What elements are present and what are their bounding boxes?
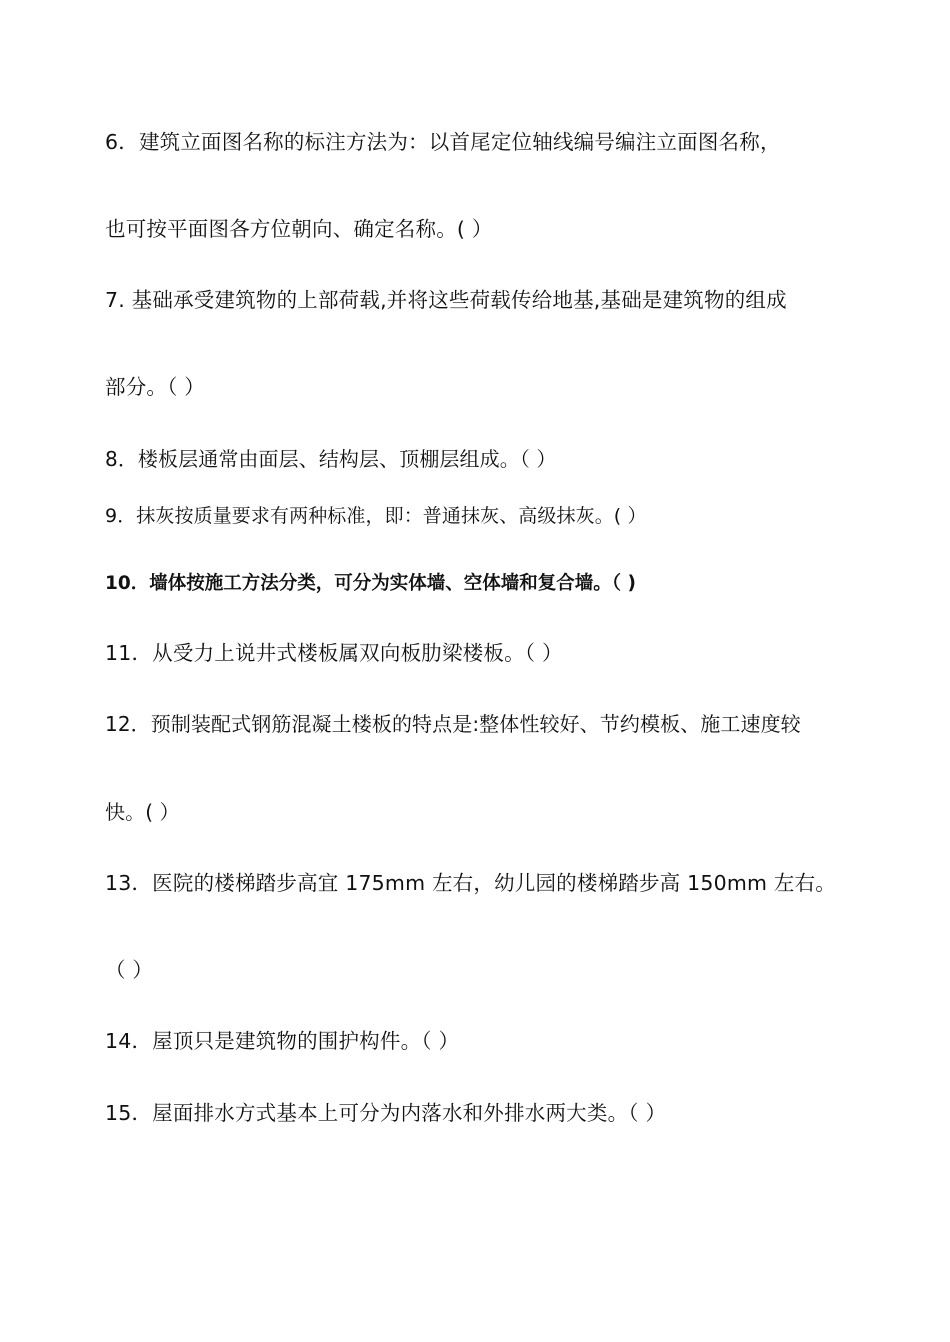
question-13-line-1: 13．医院的楼梯踏步高宜 175mm 左右，幼儿园的楼梯踏步高 150mm 左右。 [105, 871, 836, 895]
question-13-line-2: （ ） [105, 958, 154, 982]
question-7-line-2: 部分。（ ） [105, 375, 205, 399]
question-12-line-2: 快。( ） [105, 800, 180, 824]
question-6-line-2: 也可按平面图各方位朝向、确定名称。( ） [105, 217, 493, 241]
question-14: 14．屋顶只是建筑物的围护构件。（ ） [105, 1029, 460, 1053]
question-9: 9．抹灰按质量要求有两种标准，即：普通抹灰、高级抹灰。( ） [105, 505, 647, 527]
question-8: 8．楼板层通常由面层、结构层、顶棚层组成。（ ） [105, 447, 557, 471]
question-15: 15．屋面排水方式基本上可分为内落水和外排水两大类。（ ） [105, 1101, 667, 1125]
question-6-line-1: 6．建筑立面图名称的标注方法为：以首尾定位轴线编号编注立面图名称， [105, 130, 781, 154]
question-12-line-1: 12．预制装配式钢筋混凝土楼板的特点是:整体性较好、节约模板、施工速度较 [105, 712, 801, 736]
question-11: 11．从受力上说井式楼板属双向板肋梁楼板。（ ） [105, 641, 563, 665]
question-10: 10．墙体按施工方法分类，可分为实体墙、空体墙和复合墙。（ ) [105, 573, 636, 594]
question-7-line-1: 7. 基础承受建筑物的上部荷载,并将这些荷载传给地基,基础是建筑物的组成 [105, 288, 787, 312]
